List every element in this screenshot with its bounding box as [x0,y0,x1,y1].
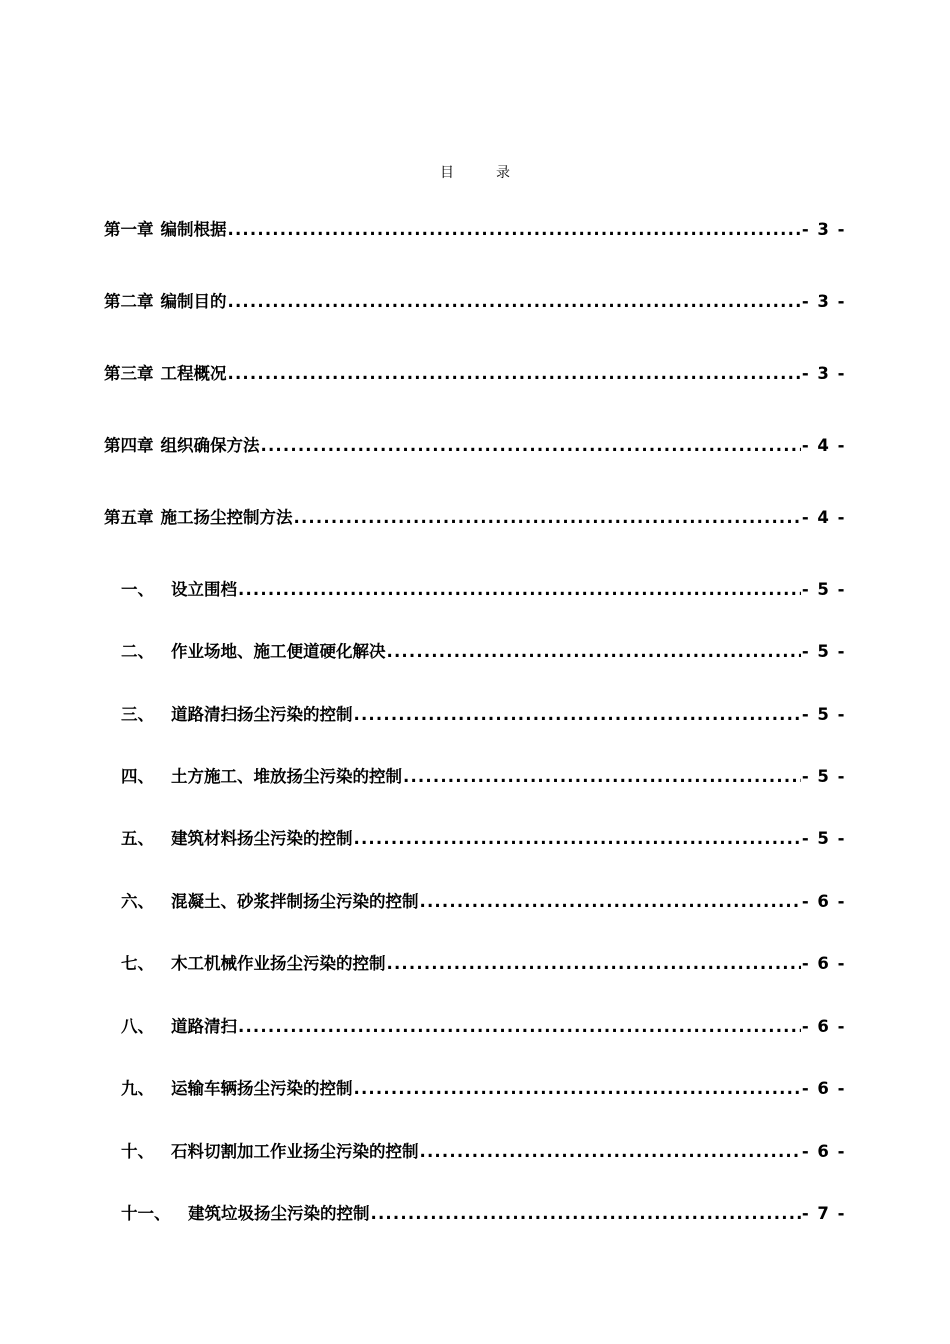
toc-title: 目 录 [440,165,524,181]
toc-entry-number: 二、 [121,642,154,661]
toc-entry-page: - 5 - [801,767,846,786]
toc-entry-page: - 5 - [801,580,846,599]
toc-entry-page: - 5 - [801,642,846,661]
toc-entry-label: 木工机械作业扬尘污染的控制 [171,954,386,973]
toc-dot-leader [354,1079,801,1098]
toc-dot-leader [238,580,801,599]
toc-entry-section-8[interactable] [121,1013,846,1037]
toc-entry-page: - 3 - [801,364,846,383]
toc-dot-leader [387,954,801,973]
toc-entry-page: - 4 - [801,508,846,527]
toc-entry-page: - 3 - [801,292,846,311]
toc-entry-section-3[interactable] [121,701,846,725]
toc-entry-label: 组织确保方法 [160,436,260,455]
toc-dot-leader [371,1204,801,1223]
toc-entry-page: - 6 - [801,892,846,911]
toc-dot-leader [387,642,801,661]
toc-entry-section-11[interactable] [121,1200,846,1224]
toc-entry-number: 六、 [121,892,154,911]
toc-entry-section-9[interactable] [121,1075,846,1099]
toc-entry-section-2[interactable] [121,638,846,662]
toc-dot-leader [420,892,801,911]
toc-entry-page: - 7 - [801,1204,846,1223]
toc-entry-number: 第一章 [104,220,154,239]
toc-entry-label: 作业场地、施工便道硬化解决 [171,642,386,661]
toc-entry-label: 土方施工、堆放扬尘污染的控制 [171,767,402,786]
toc-entry-label: 编制根据 [160,220,227,239]
toc-entry-number: 七、 [121,954,154,973]
toc-entry-section-4[interactable] [121,763,846,787]
toc-entry-label: 工程概况 [160,364,227,383]
toc-entry-number: 第五章 [104,508,154,527]
toc-entry-number: 五、 [121,829,154,848]
toc-entry-page: - 6 - [801,1142,846,1161]
toc-entry-section-1[interactable] [121,576,846,600]
toc-dot-leader [420,1142,801,1161]
toc-entry-section-10[interactable] [121,1138,846,1162]
toc-entry-number: 九、 [121,1079,154,1098]
toc-entry-number: 第四章 [104,436,154,455]
toc-dot-leader [354,829,801,848]
toc-entry-number: 十一、 [121,1204,171,1223]
toc-dot-leader [228,292,801,311]
toc-entry-number: 四、 [121,767,154,786]
toc-entry-label: 建筑材料扬尘污染的控制 [171,829,353,848]
toc-dot-leader [261,436,801,455]
toc-entry-section-6[interactable] [121,888,846,912]
toc-entry-page: - 6 - [801,1079,846,1098]
toc-entry-chapter-3[interactable] [104,360,846,384]
toc-entry-chapter-2[interactable] [104,288,846,312]
toc-entry-label: 施工扬尘控制方法 [160,508,293,527]
toc-dot-leader [228,364,801,383]
toc-entry-page: - 4 - [801,436,846,455]
toc-entry-label: 道路清扫 [171,1017,237,1036]
toc-entry-label: 运输车辆扬尘污染的控制 [171,1079,353,1098]
toc-entry-page: - 5 - [801,829,846,848]
toc-entry-label: 道路清扫扬尘污染的控制 [171,705,353,724]
toc-entry-label: 设立围档 [171,580,237,599]
toc-entry-label: 编制目的 [160,292,227,311]
toc-entry-section-5[interactable] [121,825,846,849]
toc-dot-leader [238,1017,801,1036]
toc-dot-leader [228,220,801,239]
toc-entry-number: 十、 [121,1142,154,1161]
toc-entry-chapter-1[interactable] [104,216,846,240]
toc-entry-section-7[interactable] [121,950,846,974]
toc-entry-label: 混凝土、砂浆拌制扬尘污染的控制 [171,892,419,911]
toc-dot-leader [354,705,801,724]
toc-entry-page: - 6 - [801,1017,846,1036]
toc-entry-label: 石料切割加工作业扬尘污染的控制 [171,1142,419,1161]
toc-entry-number: 一、 [121,580,154,599]
toc-entry-number: 第二章 [104,292,154,311]
toc-entry-number: 八、 [121,1017,154,1036]
toc-entry-page: - 3 - [801,220,846,239]
toc-entry-number: 三、 [121,705,154,724]
toc-dot-leader [403,767,801,786]
toc-dot-leader [294,508,801,527]
toc-entry-number: 第三章 [104,364,154,383]
toc-entry-chapter-5[interactable] [104,504,846,528]
toc-entry-chapter-4[interactable] [104,432,846,456]
toc-entry-page: - 6 - [801,954,846,973]
toc-entry-label: 建筑垃圾扬尘污染的控制 [188,1204,370,1223]
toc-entry-page: - 5 - [801,705,846,724]
